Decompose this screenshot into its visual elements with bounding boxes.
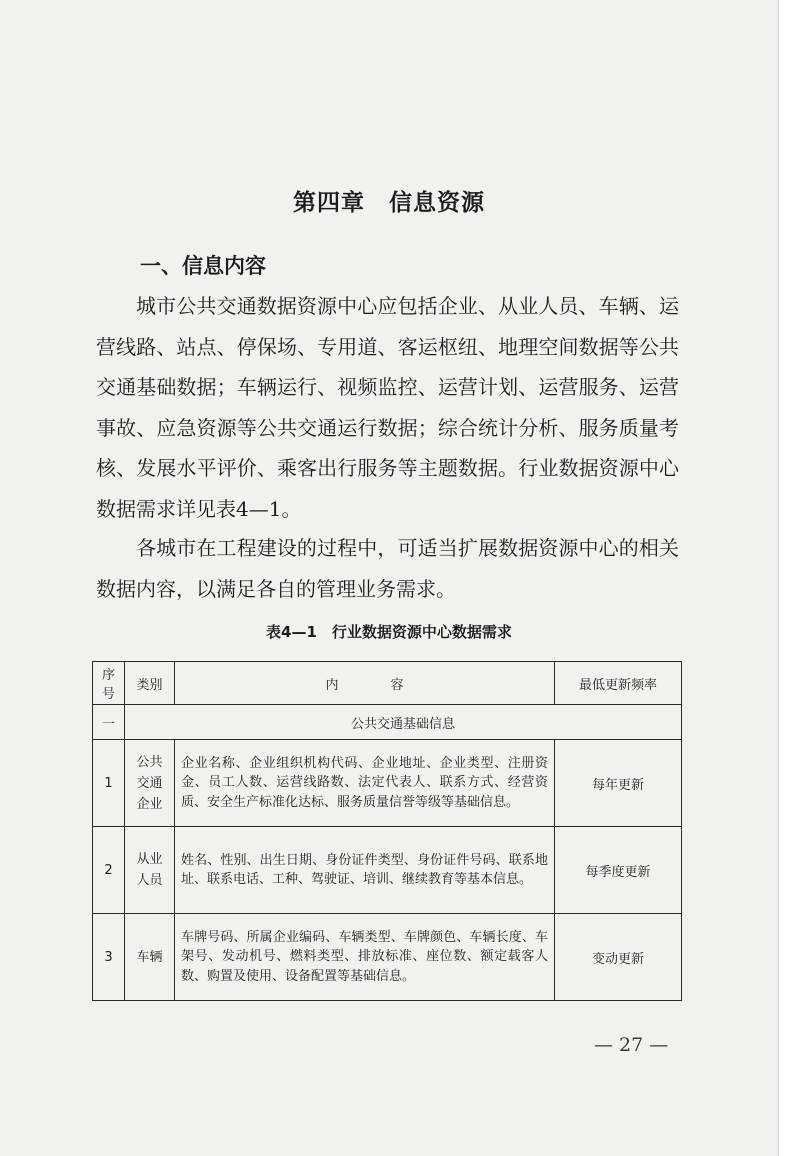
header-content: 内 容 bbox=[175, 662, 555, 705]
table-header-row bbox=[93, 662, 682, 705]
row-content: 企业名称、企业组织机构代码、企业地址、企业类型、注册资金、员工人数、运营线路数、法定代表人、联系方式、经营资质、安全生产标准化达标、服务质量信誉等级等基础信息。 bbox=[175, 740, 555, 827]
row-num: 3 bbox=[93, 914, 125, 1001]
table-caption: 表4—1 行业数据资源中心数据需求 bbox=[266, 623, 512, 641]
row-frequency: 变动更新 bbox=[555, 914, 682, 1001]
table-group-row bbox=[93, 705, 682, 740]
chapter-title: 第四章 信息资源 bbox=[293, 190, 485, 216]
body-paragraph: 城市公共交通数据资源中心应包括企业、从业人员、车辆、运营线路、站点、停保场、专用道、客运枢纽、地理空间数据等公共交通基础数据；车辆运行、视频监控、运营计划、运营服务、运营事故、应急资源等公共交通运行数据；综合统计分析、服务质量考核、发展水平评价、乘客出行服务等主题数据。行业数据资源中心数据需求详见表4—1。 bbox=[96, 294, 679, 521]
page-number: — 27 — bbox=[594, 1034, 669, 1056]
row-category: 公共交通企业 bbox=[125, 740, 175, 827]
row-category: 从业人员 bbox=[125, 827, 175, 914]
table-row bbox=[93, 914, 682, 1001]
row-frequency: 每季度更新 bbox=[555, 827, 682, 914]
row-category: 车辆 bbox=[125, 914, 175, 1001]
table-row bbox=[93, 827, 682, 914]
body-paragraph: 各城市在工程建设的过程中，可适当扩展数据资源中心的相关数据内容，以满足各自的管理业务需求。 bbox=[96, 536, 679, 601]
row-num: 1 bbox=[93, 740, 125, 827]
row-content: 车牌号码、所属企业编码、车辆类型、车牌颜色、车辆长度、车架号、发动机号、燃料类型、排放标准、座位数、额定载客人数、购置及使用、设备配置等基础信息。 bbox=[175, 914, 555, 1001]
page-edge bbox=[778, 0, 800, 1156]
header-num: 序号 bbox=[93, 662, 125, 705]
table-row bbox=[93, 740, 682, 827]
group-num: 一 bbox=[93, 705, 125, 740]
header-category: 类别 bbox=[125, 662, 175, 705]
section-heading: 一、信息内容 bbox=[140, 254, 266, 278]
header-frequency: 最低更新频率 bbox=[555, 662, 682, 705]
data-requirements-table bbox=[92, 661, 682, 1001]
row-frequency: 每年更新 bbox=[555, 740, 682, 827]
row-content: 姓名、性别、出生日期、身份证件类型、身份证件号码、联系地址、联系电话、工种、驾驶证、培训、继续教育等基本信息。 bbox=[175, 827, 555, 914]
row-num: 2 bbox=[93, 827, 125, 914]
group-title: 公共交通基础信息 bbox=[125, 705, 682, 740]
